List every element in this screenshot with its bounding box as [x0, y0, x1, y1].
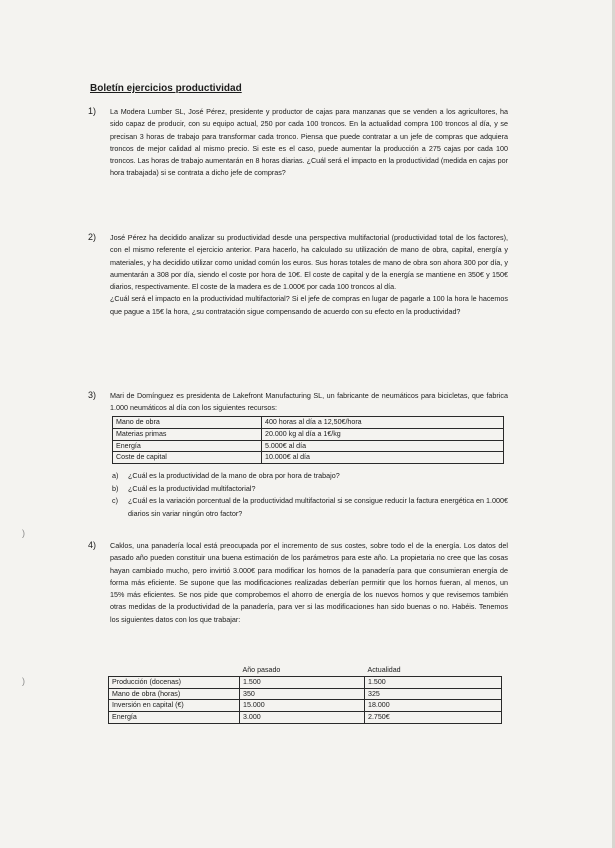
margin-mark: ) — [22, 528, 25, 538]
table-header-cell: Año pasado — [240, 665, 365, 676]
resources-table — [112, 416, 504, 464]
table-cell: Energía — [113, 440, 262, 452]
bakery-table — [108, 665, 502, 724]
table-cell: 10.000€ al día — [262, 452, 504, 464]
table-cell: Mano de obra (horas) — [109, 688, 240, 700]
item-text: ¿Cuál es la productividad de la mano de obra por hora de trabajo? — [128, 471, 340, 480]
exercise-text — [110, 540, 508, 626]
table-row — [109, 712, 502, 724]
table-cell: 1.500 — [240, 676, 365, 688]
paragraph: La Modera Lumber SL, José Pérez, presidente y productor de cajas para manzanas que se venden a los agricultores, ha sido capaz de producir, con su equipo actual, 250 por cada 100 troncos. En la actualidad compra 100 troncos al día, y se precisan 3 horas de trabajo para transformar cada tronco. Piensa que puede contratar a un jefe de compras que adquiera troncos de mejor calidad al mismo precio. Si este es el caso, puede aumentar la producción a 275 cajas por cada 100 troncos. Las horas de trabajo aumentarán en 8 horas diarias. ¿Cuál será el impacto en la productividad (medida en cajas por hora trabajada) si se contrata a dicho jefe de compras? — [110, 107, 508, 178]
table-row — [113, 440, 504, 452]
table-cell: 350 — [240, 688, 365, 700]
table-row — [109, 676, 502, 688]
paragraph: Caklos, una panadería local está preocupada por el incremento de sus costes, sobre todo el de la energía. Los datos del pasado año pueden constituir una buena estimación de los parámetros para este año. La propietaria no cree que las cosas hayan cambiado mucho, pero invirtió 3.000€ para modificar los hornos de la panadería para que consumieran energía de forma más eficiente. Se supone que las modificaciones realizadas deberían permitir que los hornos fueran, al menos, un 15% más eficientes. Se nos pide que comprobemos el ahorro de energía de los nuevos hornos y que revisemos también otras medidas de la productividad de la panadería, para ver si las modificaciones han sido buenas o no. Habéis. Tenemos los siguientes datos con los que trabajar: — [110, 541, 508, 624]
table-cell: 400 horas al día a 12,50€/hora — [262, 417, 504, 429]
exercise-3 — [88, 390, 508, 416]
table-header-cell — [109, 665, 240, 676]
list-item — [112, 495, 512, 520]
table-cell: Materias primas — [113, 428, 262, 440]
table-cell: 2.750€ — [365, 712, 502, 724]
exercise-number: 4) — [88, 540, 97, 550]
table-cell: 325 — [365, 688, 502, 700]
table-cell: 1.500 — [365, 676, 502, 688]
item-text: ¿Cuál es la productividad multifactorial? — [128, 483, 256, 493]
table-cell: 15.000 — [240, 700, 365, 712]
table-cell: Producción (docenas) — [109, 676, 240, 688]
exercise-text — [110, 390, 508, 415]
question-list — [112, 470, 512, 520]
table-row — [113, 452, 504, 464]
paragraph: ¿Cuál será el impacto en la productividad multifactorial? Si el jefe de compras en lugar de pagarle a 100 la hora le hacemos que pague a 15€ la hora, ¿su contratación sigue compensando de acuerdo con su efecto en la productividad? — [110, 294, 508, 316]
paragraph: Mari de Domínguez es presidenta de Lakefront Manufacturing SL, un fabricante de neumáticos para bicicletas, que fabrica 1.000 neumáticos al día con los siguientes recursos: — [110, 391, 508, 413]
table-cell: Energía — [109, 712, 240, 724]
exercise-1 — [88, 106, 508, 216]
item-text: ¿Cuál es la variación porcentual de la productividad multifactorial si se consigue reducir la factura energética en 1.000€ diarios sin variar ningún otro factor? — [128, 496, 508, 518]
table-cell: 5.000€ al día — [262, 440, 504, 452]
table-header-row — [109, 665, 502, 676]
document-title: Boletín ejercicios productividad — [90, 83, 242, 94]
exercise-number: 3) — [88, 390, 97, 400]
exercise-text — [110, 232, 508, 318]
list-item — [112, 483, 512, 496]
table-cell: 18.000 — [365, 700, 502, 712]
table-row — [109, 700, 502, 712]
exercise-2 — [88, 232, 508, 377]
margin-mark: ) — [22, 676, 25, 686]
table-row — [109, 688, 502, 700]
exercise-4 — [88, 540, 508, 660]
exercise-text — [110, 106, 508, 180]
table-row — [113, 417, 504, 429]
table-cell: Inversión en capital (€) — [109, 700, 240, 712]
item-label: a) — [112, 471, 119, 480]
item-label: b) — [112, 483, 119, 493]
table-row — [113, 428, 504, 440]
exercise-number: 2) — [88, 232, 97, 242]
list-item — [112, 470, 512, 483]
table-cell: 20.000 kg al día a 1€/kg — [262, 428, 504, 440]
table-header-cell: Actualidad — [365, 665, 502, 676]
item-label: c) — [112, 496, 118, 505]
table-cell: Coste de capital — [113, 452, 262, 464]
exercise-number: 1) — [88, 106, 97, 116]
table-cell: Mano de obra — [113, 417, 262, 429]
paragraph: José Pérez ha decidido analizar su productividad desde una perspectiva multifactorial (productividad total de los factores), con el mismo referente el ejercicio anterior. Para hacerlo, ha calculado su utilización de mano de obra, capital, energía y materiales, y ha decidido utilizar como unidad común los euros. Sus horas totales de mano de obra son ahora 300 por día, y aumentarán a 308 por día, siendo el coste por hora de 10€. El coste de capital y de la energía se mantiene en 350€ y 150€ diarios, respectivamente. El coste de la madera es de 1.000€ por cada 100 troncos al día. — [110, 233, 508, 292]
table-cell: 3.000 — [240, 712, 365, 724]
